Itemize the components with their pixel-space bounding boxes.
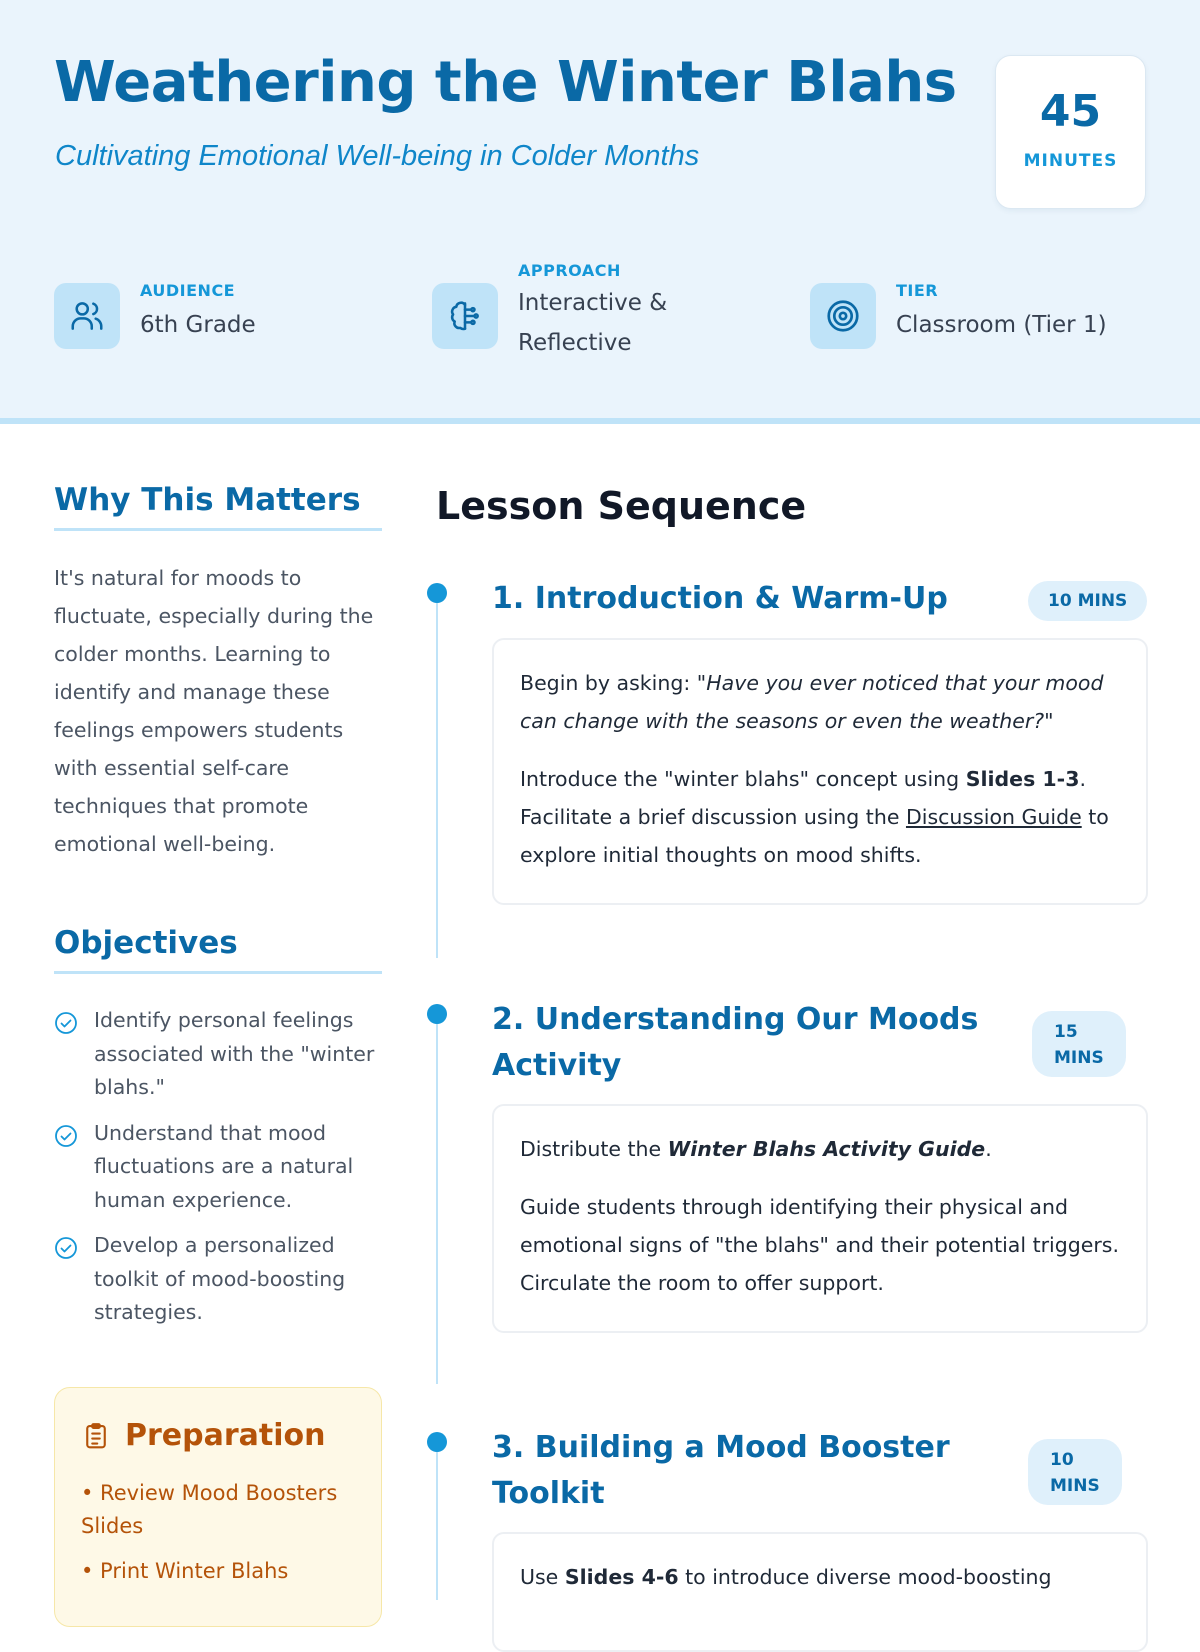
meta-tier — [810, 283, 1170, 351]
timeline-line — [436, 603, 438, 958]
meta-audience — [54, 283, 384, 351]
timeline-dot — [427, 1432, 447, 1452]
meta-label: AUDIENCE — [140, 281, 236, 300]
step-title: 2. Understanding Our Moods Activity — [492, 1002, 979, 1083]
preparation-list — [81, 1477, 355, 1588]
objectives-list — [54, 1004, 382, 1330]
meta-label: TIER — [896, 281, 939, 300]
lesson-header — [0, 0, 1200, 424]
objective-text: Develop a personalized toolkit of mood-boosting strategies. — [94, 1233, 346, 1324]
step-duration-badge: 15 MINS — [1032, 1011, 1126, 1077]
duration-card — [995, 55, 1146, 209]
check-circle-icon — [54, 1124, 78, 1148]
duration-value: 45 — [1039, 86, 1102, 137]
preparation-item: • Review Mood Boosters Slides — [81, 1481, 338, 1538]
objective-item — [54, 1004, 382, 1105]
meta-value: Classroom (Tier 1) — [896, 312, 1107, 338]
meta-label: APPROACH — [518, 261, 621, 280]
preparation-heading: Preparation — [125, 1418, 326, 1453]
slides-ref: Slides 4-6 — [564, 1565, 679, 1589]
timeline-line — [436, 1024, 438, 1384]
meta-value: 6th Grade — [140, 312, 256, 338]
meta-approach — [432, 261, 762, 356]
timeline-line — [436, 1452, 438, 1600]
duration-unit: MINUTES — [1023, 151, 1118, 171]
brain-icon — [432, 283, 498, 349]
page-subtitle: Cultivating Emotional Well-being in Colder Months — [55, 140, 700, 172]
discussion-question: "Have you ever noticed that your mood can change with the seasons or even the weather?" — [520, 671, 1104, 733]
activity-guide-ref: Winter Blahs Activity Guide — [667, 1137, 986, 1161]
objective-text: Understand that mood fluctuations are a natural human experience. — [94, 1120, 354, 1212]
meta-value: Interactive & — [518, 290, 668, 316]
page-title: Weathering the Winter Blahs — [54, 50, 957, 115]
timeline-dot — [427, 1004, 447, 1024]
why-text: It's natural for moods to fluctuate, especially during the colder months. Learning to identify and manage these feelings empowers students with essential self-care techniques that promote emotional well-being. — [54, 566, 374, 856]
step-card: Begin by asking: "Have you ever noticed that your mood can change with the seasons or even the weather?" Introduce the "winter blahs" concept using Slides 1-3. Facilitate a brief discussion using the Discussion Guide to explore initial thoughts on mood shifts. — [492, 638, 1148, 905]
preparation-item: • Print Winter Blahs — [81, 1559, 289, 1583]
timeline-dot — [427, 583, 447, 603]
meta-value: Reflective — [518, 330, 632, 356]
step-duration-badge: 10 MINS — [1028, 581, 1147, 621]
step-card: Distribute the Winter Blahs Activity Guide. Guide students through identifying their physical and emotional signs of "the blahs" and their potential triggers. Circulate the room to offer support. — [492, 1104, 1148, 1333]
clipboard-icon — [81, 1421, 111, 1451]
objective-item — [54, 1117, 382, 1218]
slides-ref: Slides 1-3 — [965, 767, 1080, 791]
step-card: Use Slides 4-6 to introduce diverse mood-boosting — [492, 1532, 1148, 1652]
sidebar — [54, 482, 382, 1342]
objective-item — [54, 1229, 382, 1330]
check-circle-icon — [54, 1236, 78, 1260]
sequence-heading: Lesson Sequence — [436, 484, 807, 528]
why-heading: Why This Matters — [54, 482, 382, 531]
objective-text: Identify personal feelings associated with the "winter blahs." — [94, 1008, 375, 1099]
discussion-guide-link[interactable]: Discussion Guide — [905, 805, 1082, 829]
users-icon — [54, 283, 120, 349]
preparation-box — [54, 1387, 382, 1627]
step-duration-badge: 10 MINS — [1028, 1439, 1122, 1505]
step-title: 1. Introduction & Warm-Up — [492, 581, 948, 616]
step-title: 3. Building a Mood Booster Toolkit — [492, 1430, 950, 1511]
target-icon — [810, 283, 876, 349]
check-circle-icon — [54, 1011, 78, 1035]
objectives-heading: Objectives — [54, 925, 382, 974]
